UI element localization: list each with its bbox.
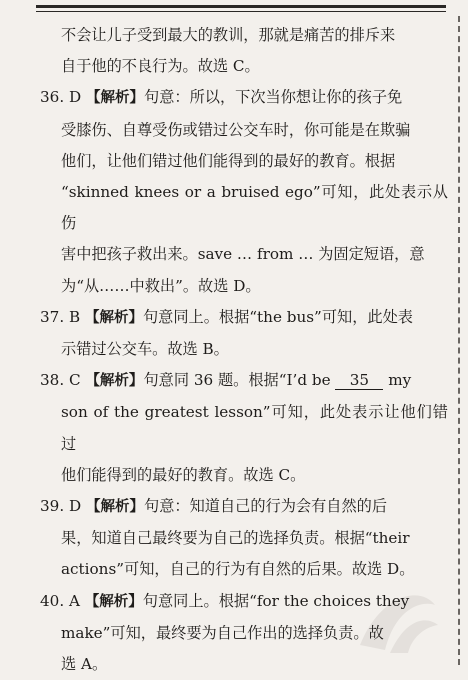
explanation-line: 句意同上。根据“the bus”可知，此处表 <box>142 307 413 326</box>
question-number: 40. A <box>40 591 80 610</box>
explanation-line: 为“从……中救出”。故选 D。 <box>61 276 261 295</box>
answer-37 <box>40 302 448 334</box>
answer-36 <box>40 82 448 114</box>
intro-line: 自于他的不良行为。故选 C。 <box>61 57 260 76</box>
explanation-line: 受膝伤、自尊受伤或错过公交车时，你可能是在欺骗 <box>61 120 411 139</box>
binding-dashed-line <box>458 16 460 665</box>
explanation-line: my <box>383 371 412 390</box>
explanation-line: 句意同上。根据“for the choices they <box>142 591 410 610</box>
explanation-line: 句意：知道自己的行为会有自然的后 <box>144 497 387 516</box>
explanation-line: 句意：所以，下次当你想让你的孩子免 <box>144 88 403 107</box>
question-number: 38. C <box>40 371 81 390</box>
header-rule-thick <box>36 5 446 8</box>
analysis-tag: 【解析】 <box>84 593 143 610</box>
analysis-tag: 【解析】 <box>86 499 144 516</box>
analysis-tag: 【解析】 <box>84 309 143 326</box>
explanation-line: 选 A。 <box>61 655 108 674</box>
explanation-line: 果，知道自己最终要为自己的选择负责。根据“their <box>61 529 410 548</box>
answer-39 <box>40 491 448 523</box>
explanation-line: 害中把孩子救出来。save … from … 为固定短语，意 <box>61 245 425 264</box>
analysis-tag: 【解析】 <box>86 90 144 107</box>
question-number: 37. B <box>40 307 81 326</box>
question-number: 39. D <box>40 497 82 516</box>
explanation-line: 示错过公交车。故选 B。 <box>61 340 229 359</box>
explanation-line: actions”可知，自己的行为有自然的后果。故选 D。 <box>61 560 415 579</box>
explanation-line: “skinned knees or a bruised ego”可知，此处表示从伤 <box>61 183 448 233</box>
answer-explanations <box>40 20 448 680</box>
explanation-line: make”可知，最终要为自己作出的选择负责。故 <box>61 623 384 642</box>
explanation-line: 他们，让他们错过他们能得到的最好的教育。根据 <box>61 151 396 170</box>
answer-40 <box>40 586 448 618</box>
answer-38 <box>40 365 448 397</box>
question-number: 36. D <box>40 88 82 107</box>
explanation-line: 句意同 36 题。根据“I’d be <box>143 371 336 390</box>
explanation-line: 他们能得到的最好的教育。故选 C。 <box>61 465 306 484</box>
fill-blank: 35 <box>335 371 383 390</box>
header-rule-thin <box>36 11 446 12</box>
analysis-tag: 【解析】 <box>85 373 144 390</box>
explanation-line: son of the greatest lesson”可知，此处表示让他们错过 <box>61 403 448 453</box>
intro-line: 不会让儿子受到最大的教训，那就是痛苦的排斥来 <box>61 26 396 44</box>
